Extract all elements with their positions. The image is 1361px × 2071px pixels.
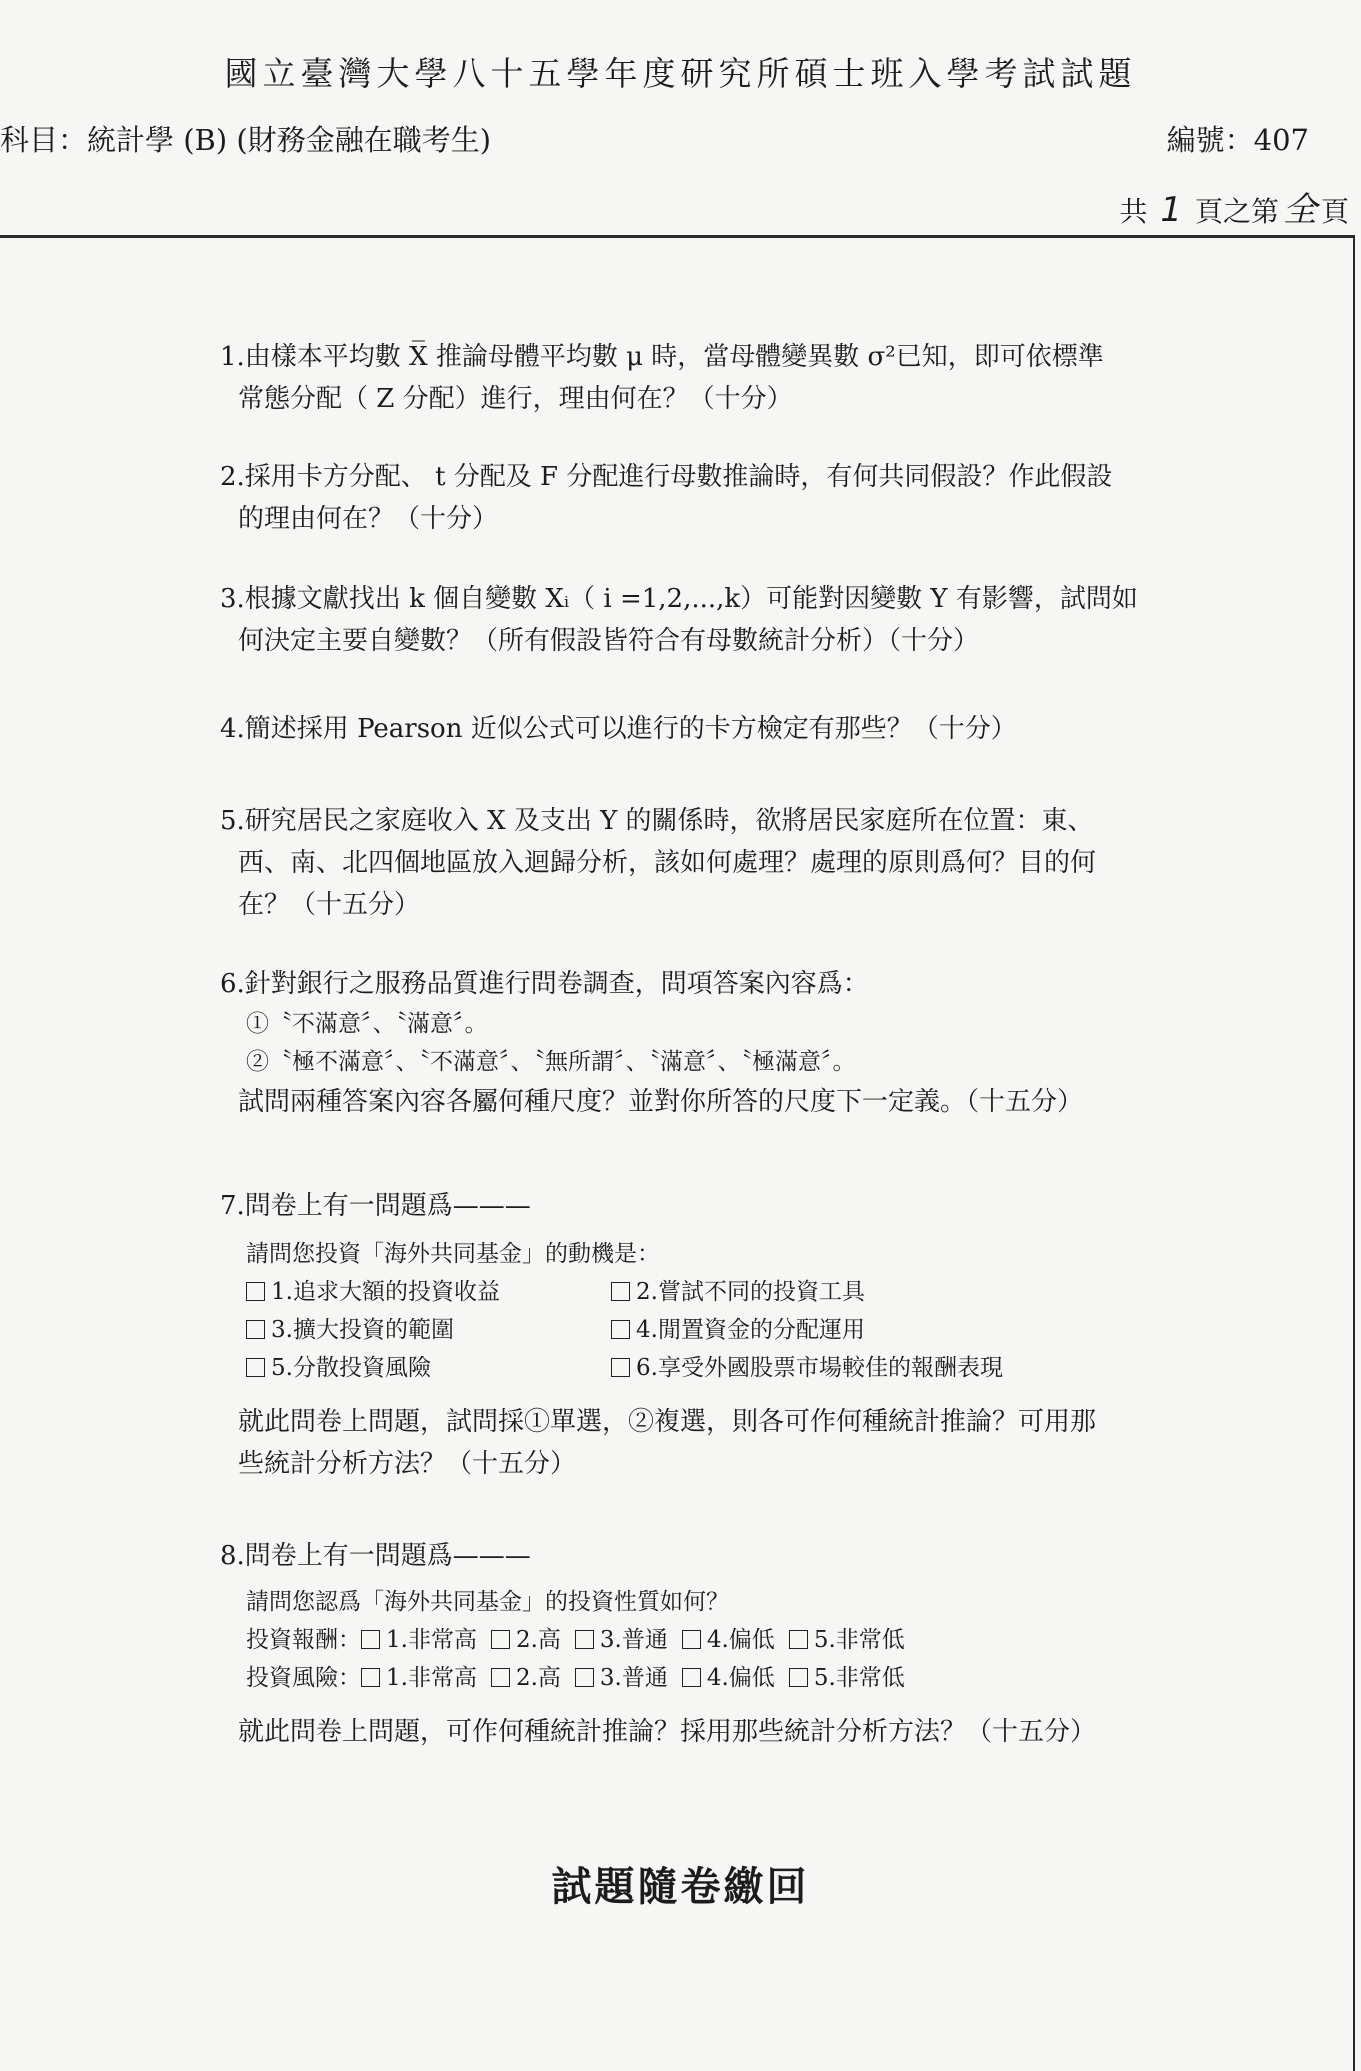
checkbox-icon bbox=[611, 1282, 630, 1301]
question-7-option: 4.閒置資金的分配運用 bbox=[611, 1311, 1081, 1349]
question-3-line-1: 3.根據文獻找出 k 個自變數 Xᵢ（ i =1,2,...,k）可能對因變數 Y 有影響，試問如 bbox=[220, 584, 1138, 614]
page-title: 國立臺灣大學八十五學年度研究所碩士班入學考試試題 bbox=[224, 54, 1137, 93]
rating-row-label: 投資風險： bbox=[246, 1665, 361, 1691]
subject-label: 科目：統計學 (B) (財務金融在職考生) bbox=[0, 123, 492, 157]
checkbox-icon bbox=[682, 1630, 701, 1649]
question-7-option: 1.追求大額的投資收益 bbox=[246, 1273, 611, 1311]
question-7-options bbox=[220, 1273, 1160, 1387]
checkbox-icon bbox=[246, 1320, 265, 1339]
question-1 bbox=[220, 336, 1160, 420]
question-1-line-2: 常態分配（ Z 分配）進行，理由何在？（十分） bbox=[238, 384, 793, 414]
page-count bbox=[1120, 182, 1350, 231]
question-6-line-2: 試問兩種答案內容各屬何種尺度？並對你所答的尺度下一定義。（十五分） bbox=[238, 1087, 1084, 1117]
question-7-option: 6.享受外國股票市場較佳的報酬表現 bbox=[611, 1349, 1081, 1387]
checkbox-icon bbox=[611, 1358, 630, 1377]
rating-option: 1.非常高 bbox=[361, 1621, 477, 1659]
question-5-line-1: 5.研究居民之家庭收入 X 及支出 Y 的關係時，欲將居民家庭所在位置：東、 bbox=[220, 806, 1094, 836]
rating-row-risk bbox=[220, 1659, 1160, 1697]
question-5 bbox=[220, 800, 1160, 926]
checkbox-icon bbox=[361, 1668, 380, 1687]
checkbox-icon bbox=[575, 1630, 594, 1649]
question-5-line-3: 在？（十五分） bbox=[238, 890, 421, 920]
checkbox-icon bbox=[246, 1358, 265, 1377]
question-8 bbox=[220, 1535, 1160, 1753]
question-5-line-2: 西、南、北四個地區放入迴歸分析，該如何處理？處理的原則爲何？目的何 bbox=[238, 848, 1097, 878]
question-8-line-2: 就此問卷上問題，可作何種統計推論？採用那些統計分析方法？（十五分） bbox=[238, 1717, 1097, 1747]
question-2-line-2: 的理由何在？（十分） bbox=[238, 504, 499, 534]
rating-row-return bbox=[220, 1621, 1160, 1659]
question-4-line-1: 4.簡述採用 Pearson 近似公式可以進行的卡方檢定有那些？（十分） bbox=[220, 714, 1017, 744]
rating-option: 4.偏低 bbox=[682, 1621, 775, 1659]
exam-code: 編號：407 bbox=[1166, 123, 1309, 157]
rating-option: 2.高 bbox=[491, 1659, 561, 1697]
rating-option: 3.普通 bbox=[575, 1659, 668, 1697]
question-3-line-2: 何決定主要自變數？（所有假設皆符合有母數統計分析）（十分） bbox=[238, 626, 980, 656]
checkbox-icon bbox=[491, 1630, 510, 1649]
rating-option: 3.普通 bbox=[575, 1621, 668, 1659]
question-7-line-1: 7.問卷上有一問題爲——— bbox=[220, 1191, 531, 1221]
checkbox-icon bbox=[361, 1630, 380, 1649]
rating-option: 4.偏低 bbox=[682, 1659, 775, 1697]
question-6-option-2: ②〝極不滿意〞、〝不滿意〞、〝無所謂〞、〝滿意〞、〝極滿意〞。 bbox=[246, 1049, 856, 1075]
question-6 bbox=[220, 963, 1160, 1123]
pages-total: 1 bbox=[1160, 190, 1183, 230]
rating-option: 5.非常低 bbox=[789, 1659, 905, 1697]
rating-option: 5.非常低 bbox=[789, 1621, 905, 1659]
question-7-option: 2.嘗試不同的投資工具 bbox=[611, 1273, 1081, 1311]
checkbox-icon bbox=[611, 1320, 630, 1339]
question-8-survey-prompt: 請問您認爲「海外共同基金」的投資性質如何？ bbox=[246, 1589, 729, 1615]
checkbox-icon bbox=[246, 1282, 265, 1301]
question-7-line-2: 就此問卷上問題，試問採①單選，②複選，則各可作何種統計推論？可用那 bbox=[238, 1407, 1097, 1437]
rating-option: 1.非常高 bbox=[361, 1659, 477, 1697]
question-2-line-1: 2.採用卡方分配、 t 分配及 F 分配進行母數推論時，有何共同假設？作此假設 bbox=[220, 462, 1113, 492]
question-4 bbox=[220, 708, 1160, 750]
question-7-option: 3.擴大投資的範圍 bbox=[246, 1311, 611, 1349]
question-6-option-1: ①〝不滿意〞、〝滿意〞。 bbox=[246, 1011, 488, 1037]
pages-suffix: 頁 bbox=[1320, 195, 1349, 228]
checkbox-icon bbox=[789, 1668, 808, 1687]
pages-current: 全 bbox=[1282, 190, 1317, 230]
question-7 bbox=[220, 1185, 1160, 1485]
question-8-line-1: 8.問卷上有一問題爲——— bbox=[220, 1541, 531, 1571]
checkbox-icon bbox=[789, 1630, 808, 1649]
rating-option: 2.高 bbox=[491, 1621, 561, 1659]
question-7-line-3: 些統計分析方法？（十五分） bbox=[238, 1449, 577, 1479]
question-1-line-1: 1.由樣本平均數 X̅ 推論母體平均數 μ 時，當母體變異數 σ²已知，即可依標準 bbox=[220, 342, 1104, 372]
pages-middle: 頁之第 bbox=[1194, 195, 1279, 228]
checkbox-icon bbox=[682, 1668, 701, 1687]
question-6-line-1: 6.針對銀行之服務品質進行問卷調查，問項答案內容爲： bbox=[220, 969, 869, 999]
checkbox-icon bbox=[575, 1668, 594, 1687]
pages-prefix: 共 bbox=[1119, 195, 1148, 228]
return-exam-note: 試題隨卷繳回 bbox=[551, 1863, 810, 1910]
question-7-survey-prompt: 請問您投資「海外共同基金」的動機是： bbox=[246, 1241, 660, 1267]
rating-row-label: 投資報酬： bbox=[246, 1627, 361, 1653]
question-7-option: 5.分散投資風險 bbox=[246, 1349, 611, 1387]
question-2 bbox=[220, 456, 1160, 540]
checkbox-icon bbox=[491, 1668, 510, 1687]
question-3 bbox=[220, 578, 1160, 662]
